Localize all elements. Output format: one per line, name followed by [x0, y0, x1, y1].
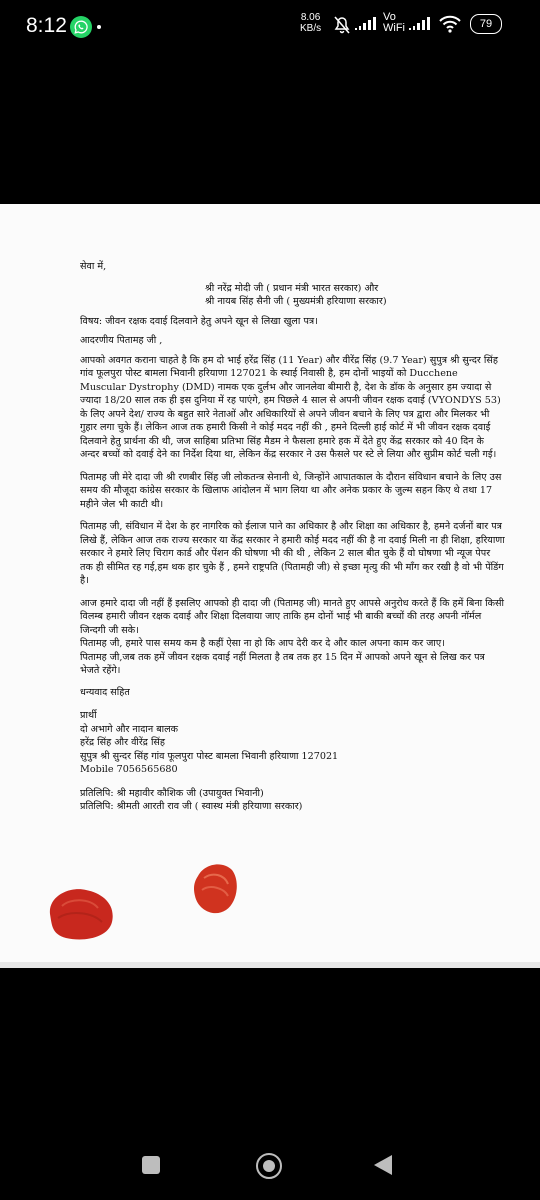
- whatsapp-icon: [70, 16, 92, 38]
- copy-to-2: प्रतिलिपि: श्रीमती आरती राव जी ( स्वास्थ मंत्री हरियाणा सरकार): [80, 801, 303, 812]
- blood-thumbprint: [190, 860, 240, 916]
- letter-paragraph-2: पितामह जी मेरे दादा जी श्री रणबीर सिंह जी लोकतन्त्र सेनानी थे, जिन्होंने आपातकाल के दौरान संविधान बचाने के लिए उस समय की मौजूदा कांग्रेस सरकार के खिलाफ आंदोलन में भाग लिया था और अनेक प्रकार के जुल्म सहन किए थे तथा 17 महीने जेल भी काटी थी।: [80, 471, 502, 510]
- copy-to-1: प्रतिलिपि: श्री महावीर कौशिक जी (उपायुक्त भिवानी): [80, 787, 264, 799]
- home-icon[interactable]: [256, 1153, 282, 1179]
- letter-salutation: सेवा में,: [80, 261, 107, 272]
- letter-paragraph-5: पितामह जी, हमारे पास समय कम है कहीं ऐसा ना हो कि आप देरी कर दे और काल अपना काम कर जाए।: [80, 638, 445, 649]
- network-speed: [300, 12, 321, 34]
- recents-icon[interactable]: [142, 1156, 160, 1174]
- signature-mobile: Mobile 7056565680: [80, 764, 178, 775]
- signal-icon: [409, 16, 431, 36]
- signature-line-1: दो अभागे और नादान बालक: [80, 723, 179, 735]
- vowifi-label: [383, 12, 405, 34]
- addressee-line-1: श्री नरेंद्र मोदी जी ( प्रधान मंत्री भारत सरकार) और: [205, 282, 379, 294]
- letter-image: [0, 204, 540, 968]
- signature-line-2: हरेंद्र सिंह और वीरेंद्र सिंह: [80, 737, 166, 748]
- blood-thumbprint: [40, 884, 120, 942]
- letter-paragraph-4: आज हमारे दादा जी नहीं हैं इसलिए आपको ही दादा जी (पितामह जी) मानते हुए आपसे अनुरोध करते हैं कि हमें बिना किसी विलम्ब हमारी जीवन रक्षक दवाई और शिक्षा दिलवाया जाए ताकि हम दोनों भाई भी बाकी बच्चों की तरह अपनी नॉर्मल जिन्दगी जी सके।: [80, 597, 505, 636]
- wifi-icon: [438, 15, 462, 37]
- addressee-line-2: श्री नायब सिंह सैनी जी ( मुख्यमंत्री हरियाणा सरकार): [205, 296, 387, 307]
- vowifi-label-top: Vo: [383, 11, 396, 23]
- signal-icon: [355, 16, 377, 36]
- letter-paragraph-6: पितामह जी,जब तक हमें जीवन रक्षक दवाई नहीं मिलता है तब तक हर 15 दिन में आपको अपने खून से लिख कर पत्र भेजते रहेंगे।: [80, 651, 485, 676]
- status-bar: [0, 0, 540, 56]
- battery-icon: 79: [470, 14, 502, 34]
- letter-closing: धन्यवाद सहित: [80, 686, 130, 698]
- mute-icon: [334, 16, 350, 38]
- notification-dot: [97, 25, 101, 29]
- letter-subject: विषय: जीवन रक्षक दवाई दिलवाने हेतु अपने खून से लिखा खुला पत्र।: [80, 315, 318, 327]
- letter-body: [80, 260, 505, 814]
- network-speed-unit: KB/s: [300, 23, 322, 34]
- back-icon[interactable]: [374, 1155, 392, 1175]
- signature-applicant: प्रार्थी: [80, 710, 97, 721]
- letter-greeting: आदरणीय पितामह जी ,: [80, 335, 163, 346]
- vowifi-label-bottom: WiFi: [383, 22, 405, 34]
- clock: 8:12: [26, 14, 67, 37]
- letter-paragraph-1: आपको अवगत कराना चाहते है कि हम दो भाई हरेंद्र सिंह (11 Year) और वीरेंद्र सिंह (9.7 Year) सुपुत्र श्री सुन्दर सिंह गांव फूलपुरा पोस्ट बामला भिवानी हरियाणा 127021 के स्थाई निवासी है, हम दोनों भाइयों को Ducchene Muscular Dystrophy (DMD) नामक एक दुर्लभ और जानलेवा बीमारी है, देश के डॉक के अनुसार हम ज्यादा से ज्यादा 18/20 साल तक ही इस दुनिया में रह पाएंगे, हम पिछले 4 साल से अपनी जीवन रक्षक दवाई (VYONDYS 53) के लिए अपने देश/ राज्य के बहुत सारे नेताओं और अधिकारियों से अपने जीवन बचाने के लिए पत्र द्वारा और मिलकर भी गुहार लगा चुके हैं। लेकिन आज तक हमारी किसी ने कोई मदद नहीं की , हमने दिल्ली हाई कोर्ट में भी जीवन रक्षक दवाई दिलवाने हेतु प्रार्थना की थी, जज साहिबा प्रतिभा सिंह मैडम ने फैसला हमारे हक में देते हुए केंद्र सरकार को 40 दिन के अन्दर बच्चों को दवाई देने का निर्देश दिया था, लेकिन केंद्र सरकार ने उस फैसले पर स्टे ले लिया और सुप्रीम कोर्ट चली गई।: [80, 354, 501, 460]
- signature-line-3: सुपुत्र श्री सुन्दर सिंह गांव फूलपुरा पोस्ट बामला भिवानी हरियाणा 127021: [80, 750, 339, 762]
- letter-paragraph-3: पितामह जी, संविधान में देश के हर नागरिक को ईलाज पाने का अधिकार है और शिक्षा का अधिकार है, हमने दर्जनों बार पत्र लिखे हैं, लेकिन आज तक राज्य सरकार या केंद्र सरकार ने हमारी कोई मदद नहीं की है ना दवाई मिली ना ही शिक्षा, हरियाणा सरकार ने हमारे लिए चिराग कार्ड और पेंशन की घोषणा भी की थी , लेकिन 2 साल बीत चुके हैं वो घोषणा भी न्यूज पेपर तक ही सीमित रह गई,हम थक हार चुके हैं , हमने राष्ट्रपति (पितामही जी) से इच्छा मृत्यु की भी माँग कर रखी है वो भी पेंडिंग है।: [80, 521, 505, 586]
- network-speed-value: 8.06: [300, 12, 321, 23]
- image-bottom-edge: [0, 962, 540, 968]
